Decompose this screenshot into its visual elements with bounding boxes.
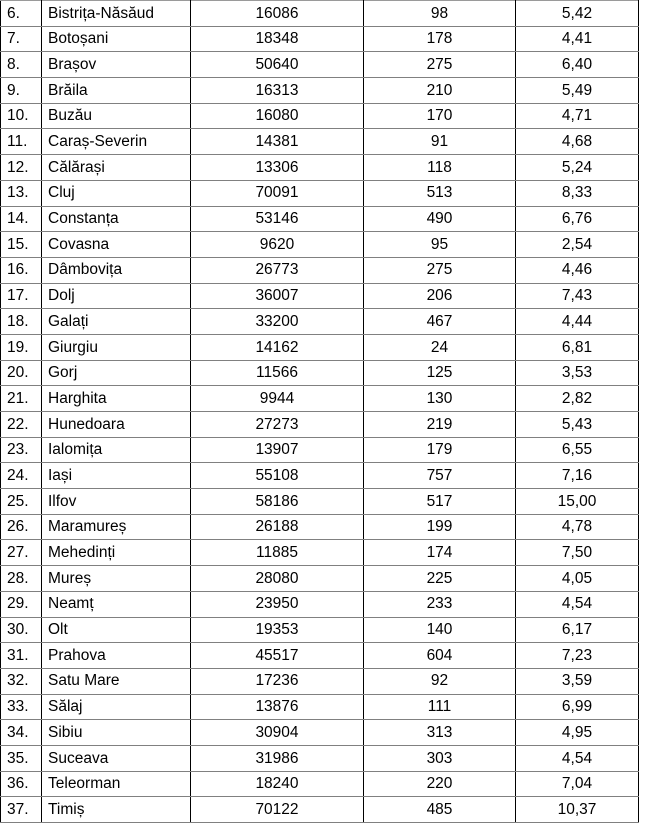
- value-1-cell: 19353: [191, 617, 364, 643]
- value-1-cell: 13907: [191, 437, 364, 463]
- row-index-cell: 24.: [1, 463, 42, 489]
- value-1-cell: 36007: [191, 283, 364, 309]
- value-3-cell: 7,50: [516, 540, 639, 566]
- value-1-cell: 23950: [191, 591, 364, 617]
- value-1-cell: 26188: [191, 514, 364, 540]
- value-3-cell: 4,68: [516, 129, 639, 155]
- value-2-cell: 98: [364, 1, 516, 27]
- county-name-cell: Covasna: [42, 232, 191, 258]
- value-2-cell: 178: [364, 26, 516, 52]
- value-2-cell: 118: [364, 155, 516, 181]
- table-row: [1, 412, 639, 438]
- row-index-cell: 10.: [1, 103, 42, 129]
- value-2-cell: 220: [364, 771, 516, 797]
- row-index-cell: 26.: [1, 514, 42, 540]
- row-index-cell: 8.: [1, 52, 42, 78]
- value-2-cell: 485: [364, 797, 516, 823]
- county-name-cell: Dâmbovița: [42, 257, 191, 283]
- value-1-cell: 16313: [191, 78, 364, 104]
- value-3-cell: 4,54: [516, 745, 639, 771]
- table-row: [1, 103, 639, 129]
- value-2-cell: 513: [364, 180, 516, 206]
- county-name-cell: Ialomița: [42, 437, 191, 463]
- value-2-cell: 604: [364, 643, 516, 669]
- value-2-cell: 92: [364, 668, 516, 694]
- table-row: [1, 437, 639, 463]
- value-3-cell: 4,44: [516, 309, 639, 335]
- value-3-cell: 4,05: [516, 566, 639, 592]
- value-1-cell: 33200: [191, 309, 364, 335]
- value-2-cell: 490: [364, 206, 516, 232]
- row-index-cell: 14.: [1, 206, 42, 232]
- value-1-cell: 50640: [191, 52, 364, 78]
- value-1-cell: 16086: [191, 1, 364, 27]
- value-2-cell: 140: [364, 617, 516, 643]
- row-index-cell: 35.: [1, 745, 42, 771]
- value-3-cell: 10,37: [516, 797, 639, 823]
- table-row: [1, 360, 639, 386]
- value-3-cell: 4,78: [516, 514, 639, 540]
- county-name-cell: Ilfov: [42, 489, 191, 515]
- value-3-cell: 4,46: [516, 257, 639, 283]
- county-name-cell: Caraș-Severin: [42, 129, 191, 155]
- county-name-cell: Iași: [42, 463, 191, 489]
- table-row: [1, 206, 639, 232]
- value-1-cell: 31986: [191, 745, 364, 771]
- value-2-cell: 233: [364, 591, 516, 617]
- county-name-cell: Olt: [42, 617, 191, 643]
- value-2-cell: 517: [364, 489, 516, 515]
- value-1-cell: 70091: [191, 180, 364, 206]
- row-index-cell: 28.: [1, 566, 42, 592]
- value-1-cell: 9620: [191, 232, 364, 258]
- table-row: [1, 386, 639, 412]
- value-2-cell: 24: [364, 334, 516, 360]
- table-row: [1, 771, 639, 797]
- value-3-cell: 8,33: [516, 180, 639, 206]
- county-name-cell: Harghita: [42, 386, 191, 412]
- row-index-cell: 16.: [1, 257, 42, 283]
- table-row: [1, 591, 639, 617]
- row-index-cell: 7.: [1, 26, 42, 52]
- row-index-cell: 21.: [1, 386, 42, 412]
- value-2-cell: 111: [364, 694, 516, 720]
- value-2-cell: 210: [364, 78, 516, 104]
- value-2-cell: 170: [364, 103, 516, 129]
- value-3-cell: 15,00: [516, 489, 639, 515]
- table-row: [1, 180, 639, 206]
- value-3-cell: 5,43: [516, 412, 639, 438]
- value-1-cell: 18240: [191, 771, 364, 797]
- value-2-cell: 199: [364, 514, 516, 540]
- county-name-cell: Mehedinți: [42, 540, 191, 566]
- row-index-cell: 27.: [1, 540, 42, 566]
- table-row: [1, 232, 639, 258]
- value-3-cell: 7,04: [516, 771, 639, 797]
- value-2-cell: 757: [364, 463, 516, 489]
- value-1-cell: 58186: [191, 489, 364, 515]
- value-3-cell: 7,23: [516, 643, 639, 669]
- row-index-cell: 6.: [1, 1, 42, 27]
- value-2-cell: 225: [364, 566, 516, 592]
- row-index-cell: 36.: [1, 771, 42, 797]
- value-1-cell: 13306: [191, 155, 364, 181]
- row-index-cell: 12.: [1, 155, 42, 181]
- value-1-cell: 30904: [191, 720, 364, 746]
- value-1-cell: 16080: [191, 103, 364, 129]
- value-3-cell: 6,76: [516, 206, 639, 232]
- value-2-cell: 91: [364, 129, 516, 155]
- table-row: [1, 745, 639, 771]
- row-index-cell: 11.: [1, 129, 42, 155]
- table-row: [1, 540, 639, 566]
- value-3-cell: 3,53: [516, 360, 639, 386]
- value-3-cell: 4,41: [516, 26, 639, 52]
- value-3-cell: 5,49: [516, 78, 639, 104]
- county-name-cell: Cluj: [42, 180, 191, 206]
- value-2-cell: 313: [364, 720, 516, 746]
- value-3-cell: 5,42: [516, 1, 639, 27]
- value-3-cell: 6,40: [516, 52, 639, 78]
- table-row: [1, 334, 639, 360]
- row-index-cell: 23.: [1, 437, 42, 463]
- value-3-cell: 4,54: [516, 591, 639, 617]
- table-row: [1, 668, 639, 694]
- row-index-cell: 20.: [1, 360, 42, 386]
- value-2-cell: 95: [364, 232, 516, 258]
- table-body: [1, 1, 639, 823]
- value-2-cell: 275: [364, 52, 516, 78]
- county-name-cell: Hunedoara: [42, 412, 191, 438]
- value-1-cell: 70122: [191, 797, 364, 823]
- county-name-cell: Galați: [42, 309, 191, 335]
- value-3-cell: 7,16: [516, 463, 639, 489]
- value-2-cell: 206: [364, 283, 516, 309]
- county-name-cell: Dolj: [42, 283, 191, 309]
- value-2-cell: 275: [364, 257, 516, 283]
- county-name-cell: Brașov: [42, 52, 191, 78]
- county-name-cell: Buzău: [42, 103, 191, 129]
- value-2-cell: 174: [364, 540, 516, 566]
- value-2-cell: 467: [364, 309, 516, 335]
- value-2-cell: 125: [364, 360, 516, 386]
- value-3-cell: 2,54: [516, 232, 639, 258]
- county-name-cell: Constanța: [42, 206, 191, 232]
- value-1-cell: 11885: [191, 540, 364, 566]
- value-1-cell: 13876: [191, 694, 364, 720]
- value-3-cell: 2,82: [516, 386, 639, 412]
- county-name-cell: Giurgiu: [42, 334, 191, 360]
- value-2-cell: 219: [364, 412, 516, 438]
- value-3-cell: 4,95: [516, 720, 639, 746]
- county-name-cell: Brăila: [42, 78, 191, 104]
- row-index-cell: 13.: [1, 180, 42, 206]
- county-name-cell: Suceava: [42, 745, 191, 771]
- row-index-cell: 30.: [1, 617, 42, 643]
- value-1-cell: 55108: [191, 463, 364, 489]
- county-name-cell: Gorj: [42, 360, 191, 386]
- county-name-cell: Maramureș: [42, 514, 191, 540]
- value-1-cell: 9944: [191, 386, 364, 412]
- row-index-cell: 9.: [1, 78, 42, 104]
- table-row: [1, 155, 639, 181]
- value-2-cell: 130: [364, 386, 516, 412]
- value-1-cell: 27273: [191, 412, 364, 438]
- table-row: [1, 1, 639, 27]
- county-name-cell: Sălaj: [42, 694, 191, 720]
- value-2-cell: 179: [364, 437, 516, 463]
- value-1-cell: 17236: [191, 668, 364, 694]
- row-index-cell: 32.: [1, 668, 42, 694]
- table-row: [1, 129, 639, 155]
- table-row: [1, 26, 639, 52]
- county-name-cell: Bistrița-Năsăud: [42, 1, 191, 27]
- table-row: [1, 283, 639, 309]
- row-index-cell: 18.: [1, 309, 42, 335]
- row-index-cell: 37.: [1, 797, 42, 823]
- row-index-cell: 33.: [1, 694, 42, 720]
- value-1-cell: 53146: [191, 206, 364, 232]
- row-index-cell: 29.: [1, 591, 42, 617]
- value-1-cell: 26773: [191, 257, 364, 283]
- value-1-cell: 14381: [191, 129, 364, 155]
- value-1-cell: 28080: [191, 566, 364, 592]
- county-name-cell: Călărași: [42, 155, 191, 181]
- row-index-cell: 17.: [1, 283, 42, 309]
- value-3-cell: 7,43: [516, 283, 639, 309]
- county-name-cell: Sibiu: [42, 720, 191, 746]
- table-row: [1, 78, 639, 104]
- row-index-cell: 15.: [1, 232, 42, 258]
- table-row: [1, 489, 639, 515]
- value-3-cell: 6,55: [516, 437, 639, 463]
- value-3-cell: 5,24: [516, 155, 639, 181]
- table-row: [1, 257, 639, 283]
- county-name-cell: Mureș: [42, 566, 191, 592]
- value-1-cell: 11566: [191, 360, 364, 386]
- county-name-cell: Satu Mare: [42, 668, 191, 694]
- table-row: [1, 797, 639, 823]
- table-row: [1, 52, 639, 78]
- value-3-cell: 6,81: [516, 334, 639, 360]
- row-index-cell: 25.: [1, 489, 42, 515]
- row-index-cell: 31.: [1, 643, 42, 669]
- county-name-cell: Neamț: [42, 591, 191, 617]
- value-3-cell: 6,99: [516, 694, 639, 720]
- county-name-cell: Timiș: [42, 797, 191, 823]
- value-3-cell: 4,71: [516, 103, 639, 129]
- table-row: [1, 309, 639, 335]
- row-index-cell: 22.: [1, 412, 42, 438]
- row-index-cell: 34.: [1, 720, 42, 746]
- county-name-cell: Teleorman: [42, 771, 191, 797]
- county-name-cell: Prahova: [42, 643, 191, 669]
- table-row: [1, 617, 639, 643]
- value-3-cell: 3,59: [516, 668, 639, 694]
- value-2-cell: 303: [364, 745, 516, 771]
- value-1-cell: 18348: [191, 26, 364, 52]
- table-row: [1, 514, 639, 540]
- value-1-cell: 45517: [191, 643, 364, 669]
- table-row: [1, 643, 639, 669]
- value-3-cell: 6,17: [516, 617, 639, 643]
- table-row: [1, 463, 639, 489]
- value-1-cell: 14162: [191, 334, 364, 360]
- table-row: [1, 720, 639, 746]
- row-index-cell: 19.: [1, 334, 42, 360]
- table-row: [1, 566, 639, 592]
- county-name-cell: Botoșani: [42, 26, 191, 52]
- table-row: [1, 694, 639, 720]
